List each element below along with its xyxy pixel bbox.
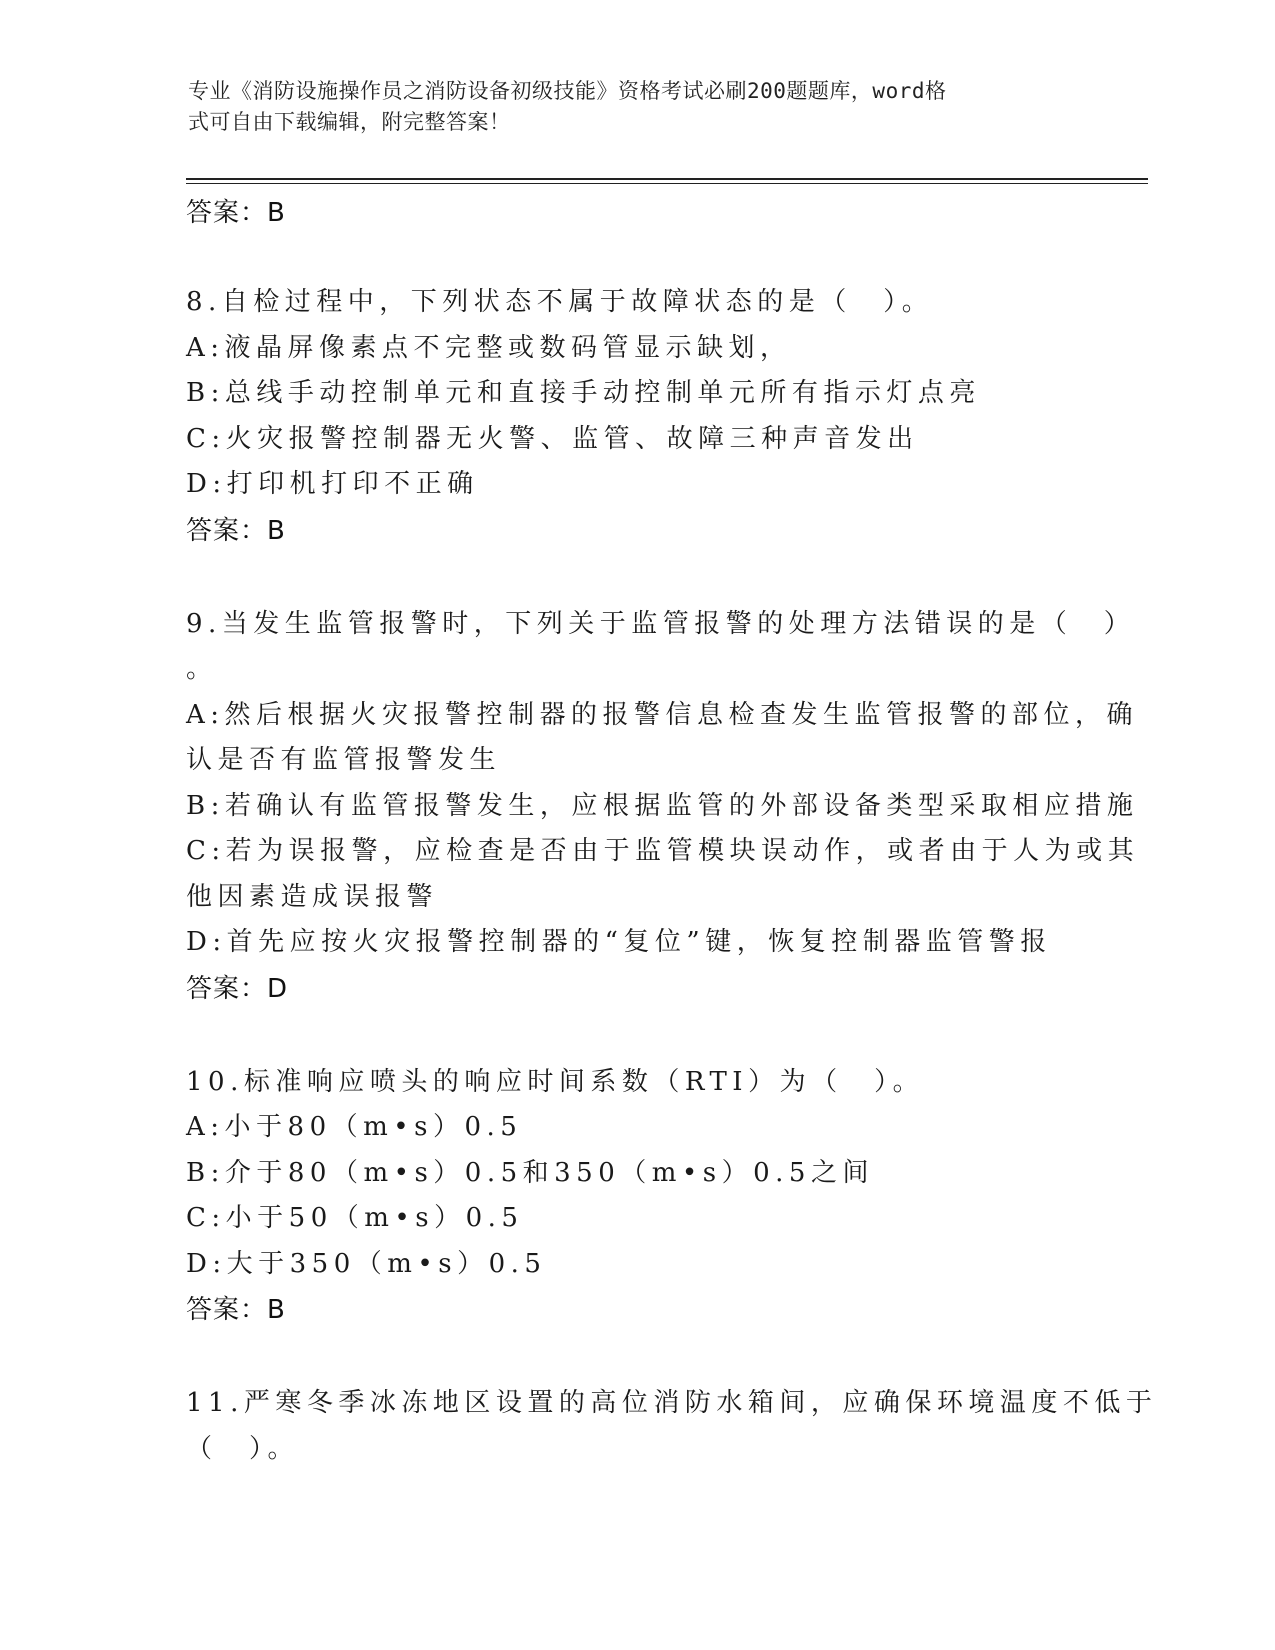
header-divider-thick xyxy=(186,178,1148,180)
option-d: D:大于350（m•s）0.5 xyxy=(186,1248,547,1279)
option-d: D:首先应按火灾报警控制器的“复位”键，恢复控制器监管警报 xyxy=(186,927,1052,957)
option-b: B:总线手动控制单元和直接手动控制单元所有指示灯点亮 xyxy=(186,378,981,408)
option-c: C:若为误报警，应检查是否由于监管模块误动作，或者由于人为或其 xyxy=(186,836,1140,866)
spacer xyxy=(186,554,1086,602)
question-text-continued: （ ）。 xyxy=(186,1433,300,1464)
option-a: A:液晶屏像素点不完整或数码管显示缺划， xyxy=(186,332,792,363)
header-line-1: 专业《消防设施操作员之消防设备初级技能》资格考试必刷200题题库，word格 xyxy=(188,79,947,103)
question-text: 8.自检过程中，下列状态不属于故障状态的是（ ）。 xyxy=(186,287,934,317)
question-content xyxy=(186,190,1158,1472)
option-a-continued: 认是否有监管报警发生 xyxy=(186,745,502,775)
option-a: A:小于80（m•s）0.5 xyxy=(186,1112,523,1142)
option-c: C:小于50（m•s）0.5 xyxy=(186,1203,524,1233)
answer-previous: 答案：B xyxy=(186,198,286,228)
option-b: B:介于80（m•s）0.5和350（m•s）0.5之间 xyxy=(186,1157,874,1188)
option-b: B:若确认有监管报警发生，应根据监管的外部设备类型采取相应措施 xyxy=(186,790,1139,821)
question-text: 9.当发生监管报警时，下列关于监管报警的处理方法错误的是（ ） xyxy=(186,608,1136,639)
spacer xyxy=(186,236,1086,280)
question-block-11 xyxy=(186,1381,1158,1472)
option-a: A:然后根据火灾报警控制器的报警信息检查发生监管报警的部位，确 xyxy=(186,699,1139,730)
answer: 答案：B xyxy=(186,1295,286,1325)
spacer xyxy=(186,1012,1086,1060)
spacer xyxy=(186,1333,1086,1381)
answer: 答案：D xyxy=(186,973,289,1004)
question-text-continued: 。 xyxy=(186,654,218,684)
option-c-continued: 他因素造成误报警 xyxy=(186,881,439,912)
question-block-9 xyxy=(186,602,1140,1012)
header-line-2: 式可自由下载编辑，附完整答案！ xyxy=(188,110,511,134)
header-divider-thin xyxy=(186,183,1148,184)
question-block-10 xyxy=(186,1060,1086,1334)
answer: 答案：B xyxy=(186,515,286,546)
document-header xyxy=(188,76,1068,138)
question-text: 10.标准响应喷头的响应时间系数（RTI）为（ ）。 xyxy=(186,1066,925,1097)
option-d: D:打印机打印不正确 xyxy=(186,469,479,499)
question-text: 11.严寒冬季冰冻地区设置的高位消防水箱间，应确保环境温度不低于 xyxy=(186,1388,1158,1418)
option-c: C:火灾报警控制器无火警、监管、故障三种声音发出 xyxy=(186,423,919,454)
question-block-8 xyxy=(186,280,1086,554)
